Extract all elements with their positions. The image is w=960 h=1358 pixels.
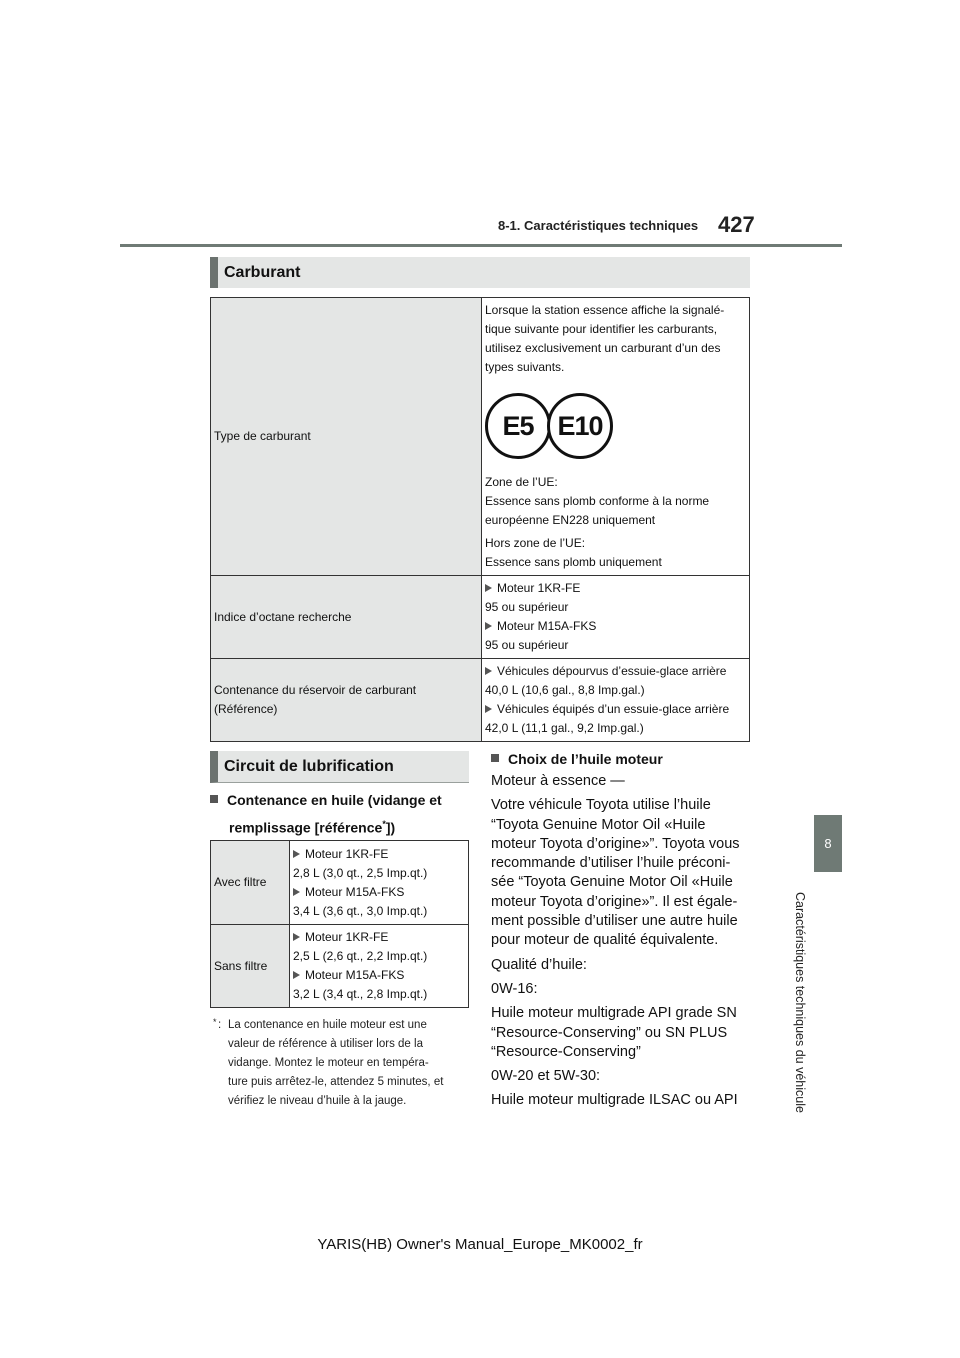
lubrification-heading-text: Circuit de lubrification [224,757,394,775]
paragraph-line: “Toyota Genuine Motor Oil «Huile [491,816,706,833]
paragraph-line: Huile moteur multigrade API grade SN [491,1005,737,1022]
carburant-table [210,297,750,742]
paragraph-line: “Resource-Conserving” ou SN PLUS [491,1024,728,1041]
table-row [211,841,469,925]
engine-name: Moteur 1KR-FE [305,846,389,861]
footnote-star: * [213,1017,217,1027]
eu-zone-line: Zone de l’UE: [485,475,558,489]
fuel-intro-line: types suivants. [485,360,565,374]
triangle-bullet-icon [293,933,300,941]
oil-choice-subhead [491,747,663,771]
octane-requirement: 95 ou supérieur [485,600,569,614]
octane-label: Indice d’octane recherche [211,576,482,659]
paragraph-line: pour moteur de qualité équivalente. [491,932,719,949]
oil-amount: 3,2 L (3,4 qt., 2,8 Imp.qt.) [293,987,428,1001]
oil-capacity-subhead-line2: remplissage [référence [229,819,383,836]
footnote-line: vidange. Montez le moteur en tempéra- [228,1057,429,1069]
octane-value [482,576,750,659]
section-title: 8-1. Caractéristiques techniques [498,218,699,233]
eu-zone-text [485,473,746,530]
non-eu-zone-line: Essence sans plomb uniquement [485,555,662,569]
paragraph-line: Votre véhicule Toyota utilise l’huile [491,797,711,814]
vehicle-variant: Véhicules dépourvus d’essuie-glace arrière [497,664,727,678]
paragraph [491,1004,759,1062]
eu-zone-line: européenne EN228 uniquement [485,513,656,527]
triangle-bullet-icon [293,971,300,979]
paragraph-line: ment possible d’utiliser une autre huile [491,913,738,930]
tank-capacity-amount: 40,0 L (10,6 gal., 8,8 Imp.gal.) [485,683,645,697]
fuel-intro-line: utilisez exclusivement un carburant d’un des [485,341,721,355]
triangle-bullet-icon [485,667,492,675]
triangle-bullet-icon [293,850,300,858]
engine-name: Moteur M15A-FKS [305,968,405,982]
paragraph-line: Huile moteur multigrade ILSAC ou API [491,1092,738,1109]
page-number: 427 [718,212,755,237]
paragraph [491,1067,759,1086]
tank-capacity-label-line: Contenance du réservoir de carburant [214,683,417,697]
fuel-intro [485,301,746,377]
oil-amount: 2,5 L (2,6 qt., 2,2 Imp.qt.) [293,949,428,963]
fuel-badges [485,393,746,459]
paragraph-line: sée “Toyota Genuine Motor Oil «Huile [491,874,733,891]
carburant-heading-text: Carburant [224,263,301,281]
paragraph-line: 0W-16: [491,980,538,997]
oil-capacity-subhead-line2-end: ]) [385,819,396,836]
e5-fuel-badge-icon: E5 [485,393,551,459]
paragraph-line: 0W-20 et 5W-30: [491,1068,601,1085]
oil-capacity-subhead-line1: Contenance en huile (vidange et [227,792,442,808]
oil-capacity-footnote [213,1016,471,1111]
fuel-type-label: Type de carburant [211,298,482,576]
chapter-number: 8 [824,836,832,851]
paragraph [491,772,759,791]
with-filter-label: Avec filtre [211,841,290,925]
fuel-intro-line: tique suivante pour identifier les carburants, [485,322,718,336]
e10-fuel-badge-icon: E10 [547,393,613,459]
chapter-side-title [786,880,814,1125]
table-row [211,925,469,1008]
footnote-line: ture puis arrêtez-le, attendez 5 minutes, et [228,1076,444,1088]
oil-choice-subhead-text: Choix de l’huile moteur [508,751,663,767]
fuel-type-value [482,298,750,576]
eu-zone-line: Essence sans plomb conforme à la norme [485,494,710,508]
engine-name: Moteur M15A-FKS [305,884,405,899]
vehicle-variant: Véhicules équipés d’un essuie-glace arrière [497,702,730,716]
paragraph [491,1091,759,1110]
square-bullet-icon [491,754,499,762]
paragraph [491,980,759,999]
header-rule [120,244,842,247]
engine-name: Moteur 1KR-FE [305,930,389,944]
paragraph-line: “Resource-Conserving” [491,1043,641,1060]
triangle-bullet-icon [293,888,300,896]
engine-name: Moteur 1KR-FE [497,581,581,595]
chapter-tab [814,815,842,872]
without-filter-value [290,925,469,1008]
oil-amount: 2,8 L (3,0 qt., 2,5 Imp.qt.) [293,865,428,880]
chapter-title: Caractéristiques techniques du véhicule [793,892,807,1113]
paragraph-line: recommande d’utiliser l’huile préconi- [491,855,731,872]
fuel-intro-line: Lorsque la station essence affiche la signalé- [485,303,725,317]
carburant-heading [210,257,750,288]
footnote-line: La contenance en huile moteur est une [228,1019,427,1031]
table-row [211,298,750,576]
table-row [211,659,750,742]
non-eu-zone-line: Hors zone de l’UE: [485,536,586,550]
triangle-bullet-icon [485,584,492,592]
tank-capacity-value [482,659,750,742]
oil-amount: 3,4 L (3,6 qt., 3,0 Imp.qt.) [293,903,428,918]
with-filter-value [290,841,469,925]
tank-capacity-label [211,659,482,742]
oil-capacity-table [210,840,469,1008]
paragraph-line: Moteur à essence — [491,773,625,789]
oil-choice-body [491,772,759,1116]
footnote-line: valeur de référence à utiliser lors de la [228,1038,423,1050]
non-eu-zone-text [485,534,746,572]
tank-capacity-label-line: (Référence) [214,702,278,716]
lubrification-heading [210,751,469,783]
paragraph [491,956,759,975]
footnote-line: vérifiez le niveau d’huile à la jauge. [228,1095,407,1107]
table-row [211,576,750,659]
without-filter-label: Sans filtre [211,925,290,1008]
triangle-bullet-icon [485,705,492,713]
paragraph [491,796,759,950]
paragraph-line: moteur Toyota d’origine»”. Toyota vous [491,835,740,852]
triangle-bullet-icon [485,622,492,630]
paragraph-line: Qualité d’huile: [491,956,587,973]
square-bullet-icon [210,795,218,803]
paragraph-line: moteur Toyota d’origine»”. Il est égale- [491,893,738,910]
footnote-marker: * [382,819,386,829]
tank-capacity-amount: 42,0 L (11,1 gal., 9,2 Imp.gal.) [485,721,644,735]
octane-requirement: 95 ou supérieur [485,638,569,652]
manual-footer: YARIS(HB) Owner's Manual_Europe_MK0002_fr [317,1236,643,1253]
oil-capacity-subhead [210,788,472,840]
footnote-colon: : [218,1019,222,1031]
engine-name: Moteur M15A-FKS [497,619,597,633]
